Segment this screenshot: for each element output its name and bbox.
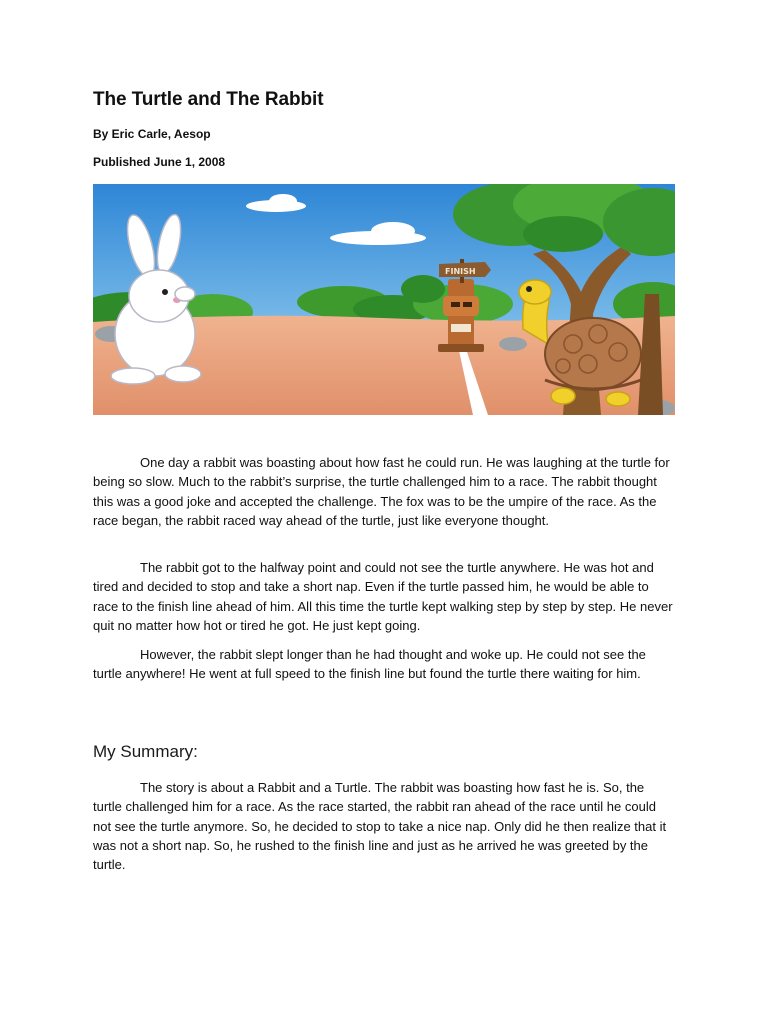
finish-sign-text: FINISH — [445, 267, 476, 276]
story-paragraph: One day a rabbit was boasting about how fast he could run. He was laughing at the turtle for being so slow. Much to the rabbit’s surprise, the turtle challenged him to a race. The rabbit thought this was a good joke and accepted the challenge. The fox was to be the umpire of the race. As the race began, the rabbit raced way ahead of the turtle, just like everyone thought. — [93, 455, 670, 528]
article-author: By Eric Carle, Aesop — [93, 127, 211, 141]
story-illustration — [93, 184, 675, 415]
article-title: The Turtle and The Rabbit — [93, 89, 324, 110]
summary-paragraph: The story is about a Rabbit and a Turtle. The rabbit was boasting how fast he is. So, the turtle challenged him for a race. As the race started, the rabbit ran ahead of the race until he could not see the turtle anymore. So, he decided to stop to take a nice nap. Only did he then realize that it was not a short nap. So, he rushed to the finish line and just as he arrived he was greeted by the turtle. — [93, 780, 667, 873]
story-paragraph: However, the rabbit slept longer than he had thought and woke up. He could not see the turtle anywhere! He went at full speed to the finish line but found the turtle there waiting for him. — [93, 647, 646, 682]
story-paragraph: The rabbit got to the halfway point and could not see the turtle anywhere. He was hot and tired and decided to stop and take a short nap. Even if the turtle passed him, he would be able to race to the finish line ahead of him. All this time the turtle kept walking step by step by step. He never quit no matter how hot or tired he got. He just kept going. — [93, 560, 673, 633]
article-published-date: Published June 1, 2008 — [93, 155, 226, 169]
summary-heading: My Summary: — [93, 742, 198, 761]
